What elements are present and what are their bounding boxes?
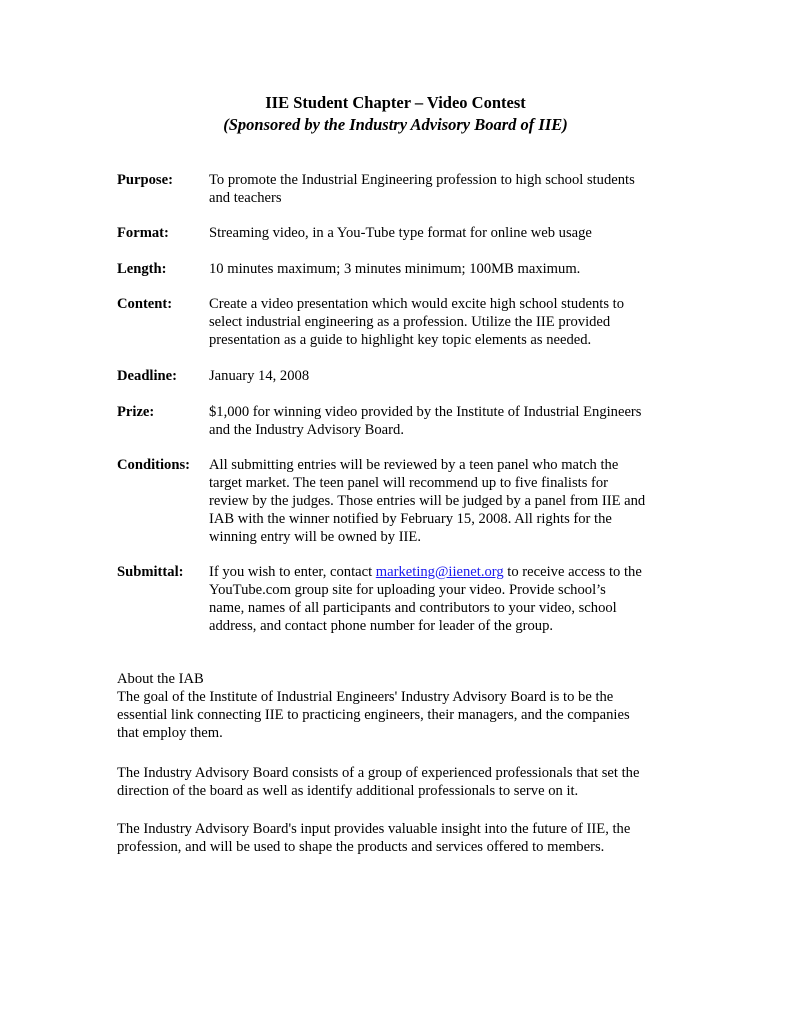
prize-line: $1,000 for winning video provided by the Institute of Industrial Engineers: [209, 404, 642, 420]
deadline-text: [209, 367, 679, 385]
document-title: IIE Student Chapter – Video Contest: [265, 93, 526, 112]
about-section: [117, 670, 687, 742]
email-link[interactable]: marketing@iienet.org: [375, 564, 504, 580]
submittal-line-before: If you wish to enter, contact: [209, 564, 376, 580]
conditions-line: winning entry will be owned by IIE.: [209, 529, 421, 545]
conditions-line: All submitting entries will be reviewed by a teen panel who match the: [209, 457, 619, 473]
purpose-line: and teachers: [209, 190, 282, 206]
conditions-text: [209, 456, 679, 546]
purpose-line: To promote the Industrial Engineering profession to high school students: [209, 172, 635, 188]
submittal-line: name, names of all participants and contributors to your video, school: [209, 600, 617, 616]
about-para2: [117, 764, 687, 800]
about-para2-line: direction of the board as well as identify additional professionals to serve on it.: [117, 783, 579, 799]
content-text: [209, 295, 679, 349]
submittal-line: address, and contact phone number for leader of the group.: [209, 618, 554, 634]
content-line: presentation as a guide to highlight key topic elements as needed.: [209, 332, 592, 348]
length-line: 10 minutes maximum; 3 minutes minimum; 100MB maximum.: [209, 261, 581, 277]
conditions-line: review by the judges. Those entries will be judged by a panel from IIE and: [209, 493, 646, 509]
purpose-label: Purpose:: [117, 172, 173, 188]
format-line: Streaming video, in a You-Tube type format for online web usage: [209, 225, 592, 241]
conditions-line: target market. The teen panel will recommend up to five finalists for: [209, 475, 609, 491]
submittal-line: [209, 563, 679, 581]
about-para2-line: The Industry Advisory Board consists of a group of experienced professionals that set the: [117, 765, 640, 781]
content-line: Create a video presentation which would excite high school students to: [209, 296, 625, 312]
about-heading: About the IAB: [117, 671, 204, 687]
deadline-line: January 14, 2008: [209, 368, 310, 384]
submittal-label: Submittal:: [117, 564, 184, 580]
length-label: Length:: [117, 261, 167, 277]
about-para3-line: The Industry Advisory Board's input provides valuable insight into the future of IIE, the: [117, 821, 631, 837]
about-para3-line: profession, and will be used to shape the products and services offered to members.: [117, 839, 605, 855]
submittal-text: [209, 563, 679, 635]
format-text: [209, 224, 679, 242]
about-para1-line: The goal of the Institute of Industrial Engineers' Industry Advisory Board is to be the: [117, 689, 614, 705]
submittal-line-after: to receive access to the: [503, 564, 642, 580]
about-para1-line: that employ them.: [117, 725, 223, 741]
purpose-text: [209, 171, 679, 207]
prize-text: [209, 403, 679, 439]
content-label: Content:: [117, 296, 173, 312]
conditions-line: IAB with the winner notified by February 15, 2008. All rights for the: [209, 511, 612, 527]
conditions-label: Conditions:: [117, 457, 190, 473]
prize-line: and the Industry Advisory Board.: [209, 422, 404, 438]
submittal-line: YouTube.com group site for uploading your video. Provide school’s: [209, 582, 606, 598]
length-text: [209, 260, 679, 278]
content-line: select industrial engineering as a profession. Utilize the IIE provided: [209, 314, 611, 330]
document-subtitle: (Sponsored by the Industry Advisory Board of IIE): [223, 115, 568, 134]
deadline-label: Deadline:: [117, 368, 177, 384]
about-para3: [117, 820, 687, 856]
about-para1-line: essential link connecting IIE to practicing engineers, their managers, and the companies: [117, 707, 630, 723]
prize-label: Prize:: [117, 404, 155, 420]
format-label: Format:: [117, 225, 169, 241]
